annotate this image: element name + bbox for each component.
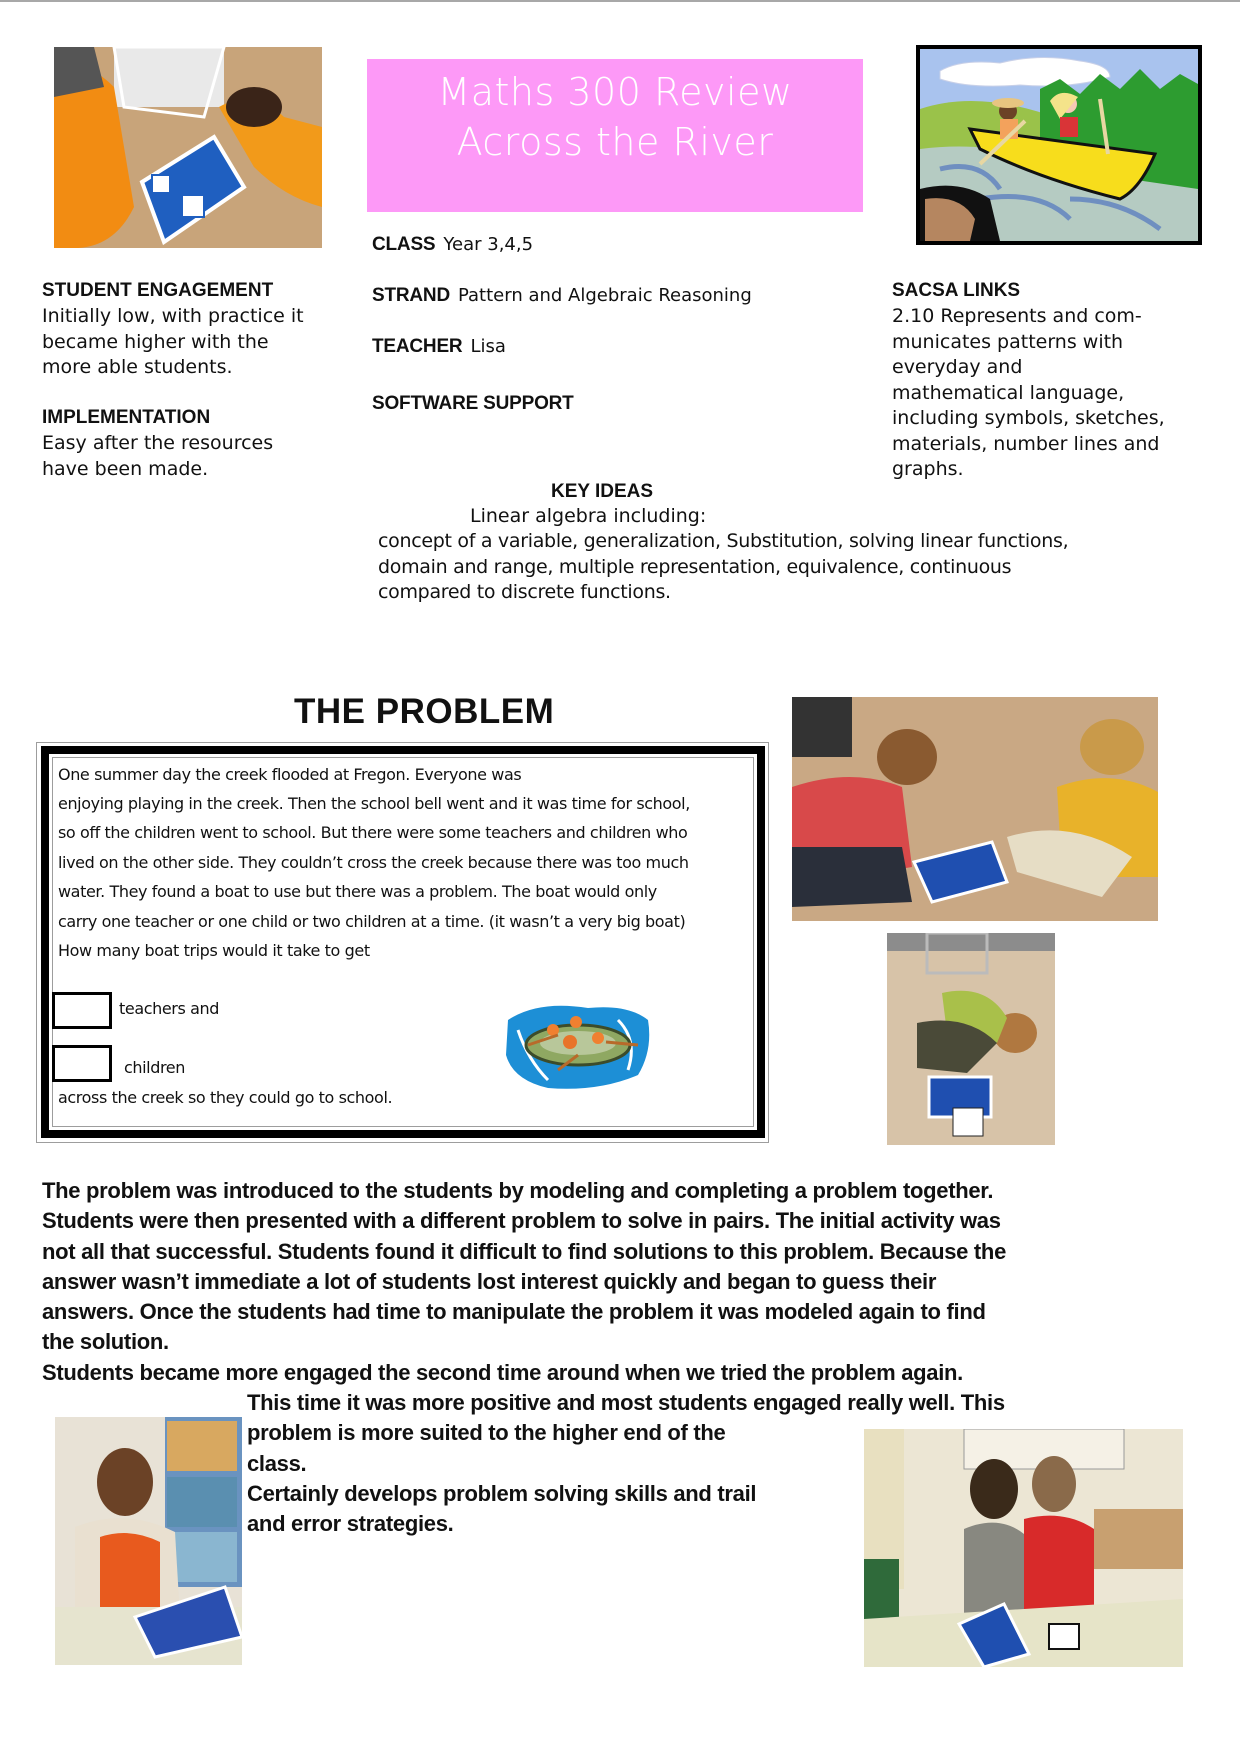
- teachers-label: teachers and: [119, 999, 220, 1018]
- implementation-line: Easy after the resources: [42, 432, 274, 454]
- reflection-line: not all that successful. Students found it difficult to find solutions to this problem. Because the: [42, 1238, 1007, 1264]
- implementation-line: have been made.: [42, 457, 209, 480]
- problem-line: enjoying playing in the creek. Then the school bell went and it was time for school,: [58, 794, 690, 813]
- sacsa-line: graphs.: [892, 458, 964, 480]
- key-ideas-line: concept of a variable, generalization, Substitution, solving linear functions,: [378, 530, 1069, 552]
- children-answer-box[interactable]: [52, 1045, 112, 1082]
- problem-line: How many boat trips would it take to get: [58, 941, 370, 960]
- sacsa-links-heading: SACSA LINKS: [892, 280, 1021, 301]
- title-line-1: Maths 300 Review: [437, 70, 793, 114]
- reflection-line: Students became more engaged the second time around when we tried the problem again.: [42, 1359, 963, 1385]
- sacsa-line: materials, number lines and: [892, 432, 1160, 455]
- photo-girl-on-carpet: [887, 933, 1055, 1145]
- student-engagement-section: [42, 278, 342, 381]
- reflection-indented-line: Certainly develops problem solving skills and trail: [247, 1480, 757, 1506]
- page-top-border: [0, 0, 1240, 2]
- reflection-line: answer wasn’t immediate a lot of students lost interest quickly and began to guess their: [42, 1268, 937, 1294]
- raft-clipart: [498, 1000, 658, 1090]
- class-value: Year 3,4,5: [443, 234, 534, 255]
- teachers-answer-box[interactable]: [52, 992, 112, 1029]
- reflection-indented-line: problem is more suited to the higher end of the: [247, 1420, 726, 1446]
- student-engagement-line: more able students.: [42, 356, 233, 378]
- sacsa-line: 2.10 Represents and com-: [892, 305, 1142, 327]
- implementation-section: [42, 405, 342, 482]
- teacher-field: [372, 334, 506, 359]
- student-engagement-heading: STUDENT ENGAGEMENT: [42, 280, 274, 301]
- reflection-line: answers. Once the students had time to manipulate the problem it was modeled again to find: [42, 1299, 986, 1325]
- key-ideas-line: compared to discrete functions.: [378, 581, 671, 603]
- problem-heading: THE PROBLEM: [294, 692, 555, 731]
- key-ideas-line: domain and range, multiple representation, equivalence, continuous: [378, 555, 1012, 578]
- problem-line: One summer day the creek flooded at Fregon. Everyone was: [58, 765, 522, 784]
- photo-students-orange: [54, 47, 322, 248]
- implementation-heading: IMPLEMENTATION: [42, 407, 211, 428]
- reflection-line: Students were then presented with a different problem to solve in pairs. The initial activity was: [42, 1208, 1001, 1234]
- key-ideas-body: [378, 529, 1138, 606]
- problem-line: lived on the other side. They couldn’t cross the creek because there was too much: [58, 853, 689, 872]
- software-support-field: [372, 391, 582, 416]
- photo-two-boys: [792, 697, 1158, 921]
- reflection-indented-line: and error strategies.: [247, 1511, 454, 1537]
- sacsa-links-section: [892, 278, 1232, 483]
- problem-line: carry one teacher or one child or two children at a time. (it wasn’t a very big boat): [58, 912, 686, 931]
- canoe-clipart: [916, 45, 1202, 245]
- key-ideas-heading: KEY IDEAS: [551, 481, 654, 502]
- reflection-line: The problem was introduced to the students by modeling and completing a problem together.: [42, 1178, 994, 1203]
- software-support-label: SOFTWARE SUPPORT: [372, 393, 574, 414]
- document-title-banner: [367, 59, 863, 212]
- strand-field: [372, 283, 752, 308]
- strand-value: Pattern and Algebraic Reasoning: [457, 285, 752, 306]
- reflection-indented-line: class.: [247, 1450, 307, 1476]
- key-ideas-intro: Linear algebra including:: [470, 505, 707, 527]
- reflection-line: the solution.: [42, 1329, 169, 1355]
- title-line-2: Across the River: [456, 120, 774, 164]
- reflection-indented-line: This time it was more positive and most students engaged really well. This: [247, 1390, 1005, 1415]
- teacher-value: Lisa: [470, 336, 506, 357]
- photo-two-students-at-table: [864, 1429, 1183, 1667]
- problem-line: so off the children went to school. But there were some teachers and children who: [58, 823, 688, 842]
- student-engagement-line: became higher with the: [42, 330, 269, 353]
- sacsa-line: everyday and: [892, 356, 1023, 378]
- sacsa-line: municates patterns with: [892, 330, 1124, 353]
- student-engagement-line: Initially low, with practice it: [42, 305, 304, 327]
- strand-label: STRAND: [372, 285, 450, 306]
- sacsa-line: mathematical language,: [892, 381, 1125, 404]
- photo-girl-at-table: [55, 1417, 242, 1665]
- class-field: [372, 232, 533, 257]
- class-label: CLASS: [372, 234, 436, 255]
- sacsa-line: including symbols, sketches,: [892, 407, 1165, 429]
- problem-closing-line: across the creek so they could go to school.: [58, 1088, 393, 1107]
- problem-line: water. They found a boat to use but there was a problem. The boat would only: [58, 882, 657, 901]
- reflection-text: [42, 1176, 1240, 1388]
- children-label: children: [124, 1058, 185, 1077]
- teacher-label: TEACHER: [372, 336, 463, 357]
